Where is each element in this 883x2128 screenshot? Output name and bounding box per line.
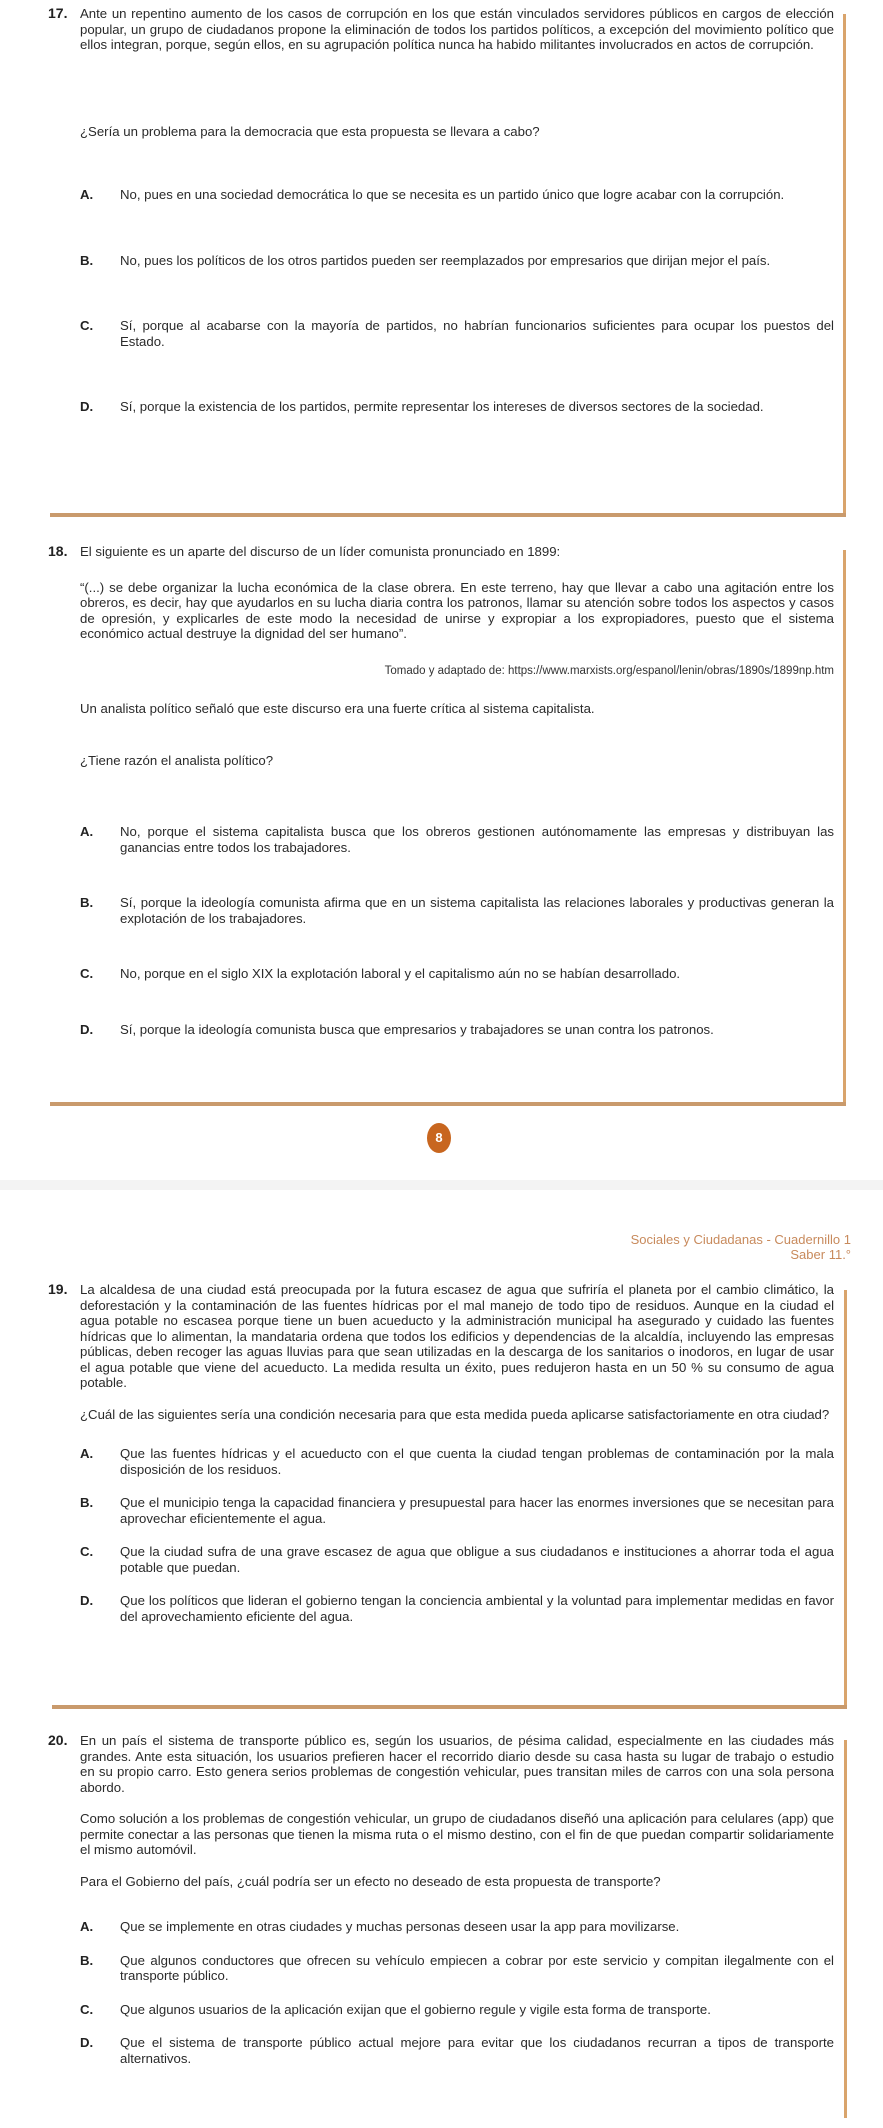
option-a[interactable] — [80, 1919, 834, 1935]
option-letter: C. — [80, 2001, 94, 2017]
option-letter: A. — [80, 1446, 94, 1461]
option-letter: D. — [80, 1021, 94, 1037]
option-text: Sí, porque la existencia de los partidos, permite representar los intereses de diversos sectores de la sociedad. — [120, 399, 764, 414]
option-text: No, pues en una sociedad democrática lo que se necesita es un partido único que logre acabar con la corrupción. — [120, 187, 785, 202]
question-stem: El siguiente es un aparte del discurso de un líder comunista pronunciado en 1899: — [80, 544, 561, 559]
question-number: 19. — [48, 1281, 68, 1297]
option-text: No, porque en el siglo XIX la explotación laboral y el capitalismo aún no se habían desarrollado. — [120, 966, 681, 981]
question-prompt: Para el Gobierno del país, ¿cuál podría ser un efecto no deseado de esta propuesta de transporte? — [80, 1873, 661, 1889]
option-letter: B. — [80, 1495, 94, 1510]
question-18 — [48, 544, 834, 1037]
question-18-border-right — [843, 550, 846, 1105]
option-text: No, porque el sistema capitalista busca que los obreros gestionen autónomamente las empresas y distribuyan las ganancias entre todos los trabajadores. — [120, 824, 834, 855]
question-prompt: ¿Cuál de las siguientes sería una condición necesaria para que esta medida pueda aplicarse satisfactoriamente en otra ciudad? — [80, 1406, 830, 1422]
option-b[interactable] — [80, 1495, 834, 1526]
question-17 — [48, 6, 834, 415]
question-20 — [48, 1733, 834, 2066]
option-text: Que las fuentes hídricas y el acueducto con el que cuenta la ciudad tengan problemas de contaminación por la mala disposición de los residuos. — [120, 1446, 834, 1477]
option-letter: B. — [80, 1952, 94, 1968]
option-letter: D. — [80, 2035, 94, 2050]
question-stem: La alcaldesa de una ciudad está preocupada por la futura escasez de agua que sufriría el planeta por el cambio climático, la deforestación y la contaminación de las fuentes hídricas por el mal manejo de todo tipo de residuos. Aunque en la ciudad el agua potable no escasea porque tiene un buen acueducto y la administración municipal ha asegurado y cuidado las fuentes hídricas que lo alimentan, la mandataria ordena que todos los edificios y dependencias de la alcaldía, incluyendo las empresas públicas, deben recoger las aguas lluvias para que sean utilizadas en la descarga de los sanitarios o inodoros, en lugar de usar el agua potable que viene del acueducto. La medida resulta un éxito, pues redujeron hasta en un 50 % su consumo de agua potable. — [80, 1282, 834, 1390]
option-letter: A. — [80, 1919, 94, 1934]
question-19-border-bottom — [52, 1705, 847, 1709]
option-c[interactable] — [80, 966, 834, 982]
question-18-border-bottom — [50, 1102, 846, 1106]
option-b[interactable] — [80, 253, 834, 269]
option-c[interactable] — [80, 1544, 834, 1575]
option-letter: A. — [80, 187, 94, 202]
option-a[interactable] — [80, 187, 834, 203]
option-text: No, pues los políticos de los otros partidos pueden ser reemplazados por empresarios que dirijan mejor el país. — [120, 252, 771, 268]
option-letter: C. — [80, 966, 94, 981]
option-b[interactable] — [80, 895, 834, 926]
question-17-border-bottom — [50, 513, 846, 517]
option-text: Sí, porque al acabarse con la mayoría de partidos, no habrían funcionarios suficientes para ocupar los puestos del Estado. — [120, 318, 834, 349]
question-stem: En un país el sistema de transporte público es, según los usuarios, de pésima calidad, especialmente en las ciudades más grandes. Ante esta situación, los usuarios prefieren hacer el recorrido diario desde su casa hasta su lugar de trabajo o estudio en su propio carro. Esto genera serios problemas de congestión vehicular, pues transitan miles de carros con una sola persona abordo. — [80, 1733, 834, 1795]
option-letter: B. — [80, 252, 94, 268]
option-text: Sí, porque la ideología comunista busca que empresarios y trabajadores se unan contra los patronos. — [120, 1021, 714, 1037]
option-c[interactable] — [80, 2002, 834, 2018]
option-b[interactable] — [80, 1953, 834, 1984]
page-number-badge: 8 — [427, 1123, 451, 1153]
header-grade: Saber 11.° — [790, 1247, 851, 1262]
question-prompt: ¿Tiene razón el analista político? — [80, 752, 274, 768]
running-header — [631, 1232, 851, 1262]
option-text: Que la ciudad sufra de una grave escasez de agua que obligue a sus ciudadanos e instituciones a ahorrar toda el agua potable que puedan. — [120, 1544, 834, 1575]
option-text: Que algunos usuarios de la aplicación exijan que el gobierno regule y vigile esta forma de transporte. — [120, 2001, 711, 2017]
context-text: Como solución a los problemas de congestión vehicular, un grupo de ciudadanos diseñó una aplicación para celulares (app) que permite conectar a las personas que tienen la misma ruta o el mismo destino, con el fin de que puedan compartir solidariamente el mismo automóvil. — [80, 1811, 834, 1857]
option-d[interactable] — [80, 1593, 834, 1624]
question-number: 20. — [48, 1732, 68, 1748]
option-c[interactable] — [80, 318, 834, 349]
source-citation: Tomado y adaptado de: https://www.marxists.org/espanol/lenin/obras/1890s/1899np.htm — [384, 664, 834, 677]
option-letter: B. — [80, 895, 94, 910]
option-text: Sí, porque la ideología comunista afirma que en un sistema capitalista las relaciones laborales y productivas generan la explotación de los trabajadores. — [120, 895, 834, 926]
question-stem: Ante un repentino aumento de los casos de corrupción en los que están vinculados servidores públicos en cargos de elección popular, un grupo de ciudadanos propone la eliminación de todos los partidos políticos, a excepción del movimiento político que ellos integran, porque, según ellos, en su agrupación política nunca ha habido militantes involucrados en actos de corrupción. — [80, 6, 834, 52]
question-prompt: ¿Sería un problema para la democracia que esta propuesta se llevara a cabo? — [80, 123, 540, 139]
question-17-border-right — [843, 14, 846, 516]
option-letter: A. — [80, 824, 94, 839]
option-d[interactable] — [80, 399, 834, 415]
option-text: Que algunos conductores que ofrecen su vehículo empiecen a cobrar por este servicio y compitan ilegalmente con el transporte público. — [120, 1952, 834, 1983]
option-letter: C. — [80, 318, 94, 333]
option-text: Que el sistema de transporte público actual mejore para evitar que los ciudadanos recurran a tipos de transporte alternativos. — [120, 2035, 834, 2066]
context-text: Un analista político señaló que este discurso era una fuerte crítica al sistema capitalista. — [80, 701, 595, 716]
option-d[interactable] — [80, 2035, 834, 2066]
header-subject: Sociales y Ciudadanas - Cuadernillo 1 — [630, 1232, 851, 1247]
speech-quote: “(...) se debe organizar la lucha económica de la clase obrera. En este terreno, hay que llevar a cabo una agitación entre los obreros, es decir, hay que ayudarlos en su lucha diaria contra los patronos, llamar su atención sobre todos los aspectos y casos de opresión, y explicarles de este modo la necesidad de unirse y expropiar a los expropiadores, puesto que el sistema económico actual destruye la dignidad del ser humano”. — [80, 579, 834, 641]
question-number: 18. — [48, 543, 68, 559]
option-letter: C. — [80, 1544, 94, 1559]
option-a[interactable] — [80, 824, 834, 855]
option-d[interactable] — [80, 1022, 834, 1038]
option-a[interactable] — [80, 1446, 834, 1477]
question-number: 17. — [48, 5, 68, 21]
option-text: Que se implemente en otras ciudades y muchas personas deseen usar la app para movilizarse. — [120, 1919, 680, 1934]
option-text: Que los políticos que lideran el gobierno tengan la conciencia ambiental y la voluntad para implementar medidas en favor del aprovechamiento eficiente del agua. — [120, 1593, 834, 1624]
question-20-border-right — [844, 1740, 847, 2118]
option-text: Que el municipio tenga la capacidad financiera y presupuestal para hacer las enormes inversiones que se necesitan para aprovechar eficientemente el agua. — [120, 1495, 834, 1526]
question-19-border-right — [844, 1290, 847, 1707]
option-letter: D. — [80, 1593, 94, 1608]
page-break — [0, 1180, 883, 1190]
question-19 — [48, 1282, 834, 1624]
option-letter: D. — [80, 399, 94, 414]
